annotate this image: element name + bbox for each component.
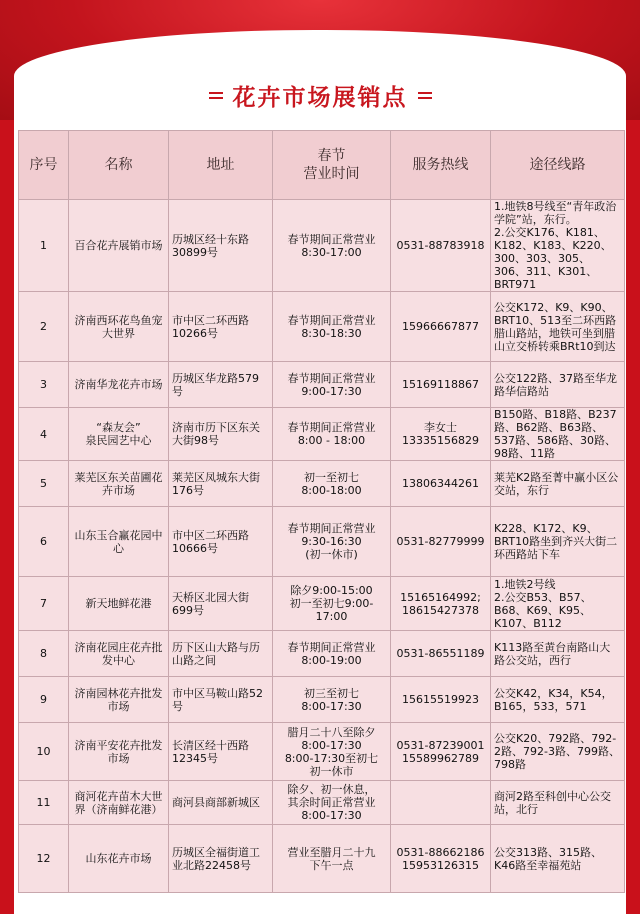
cell-phone: 李女士 13335156829 (391, 408, 491, 461)
cell-route: 公交K20、792路、792-2路、792-3路、799路、798路 (491, 723, 625, 781)
cell-phone: 0531-87239001 15589962789 (391, 723, 491, 781)
cell-phone: 0531-82779999 (391, 507, 491, 577)
cell-phone: 0531-86551189 (391, 631, 491, 677)
cell-hours: 春节期间正常营业 8:00 - 18:00 (273, 408, 391, 461)
table-row (19, 825, 625, 893)
cell-hours: 春节期间正常营业 8:30-17:00 (273, 200, 391, 292)
cell-name: 百合花卉展销市场 (69, 200, 169, 292)
cell-route: 商河2路至科创中心公交站，北行 (491, 781, 625, 825)
cell-address: 历城区全福街道工业北路22458号 (169, 825, 273, 893)
cell-no: 1 (19, 200, 69, 292)
cell-no: 9 (19, 677, 69, 723)
cell-address: 市中区二环西路10666号 (169, 507, 273, 577)
market-table (18, 130, 625, 893)
cell-address: 市中区马鞍山路52号 (169, 677, 273, 723)
cell-address: 市中区二环西路10266号 (169, 292, 273, 362)
cell-name: 济南花园庄花卉批发中心 (69, 631, 169, 677)
cell-hours: 春节期间正常营业8:00-19:00 (273, 631, 391, 677)
cell-phone (391, 781, 491, 825)
cell-phone: 15169118867 (391, 362, 491, 408)
cell-name: 济南平安花卉批发市场 (69, 723, 169, 781)
table-row (19, 781, 625, 825)
cell-hours: 春节期间正常营业 8:30-18:30 (273, 292, 391, 362)
cell-phone: 0531-88783918 (391, 200, 491, 292)
cell-hours: 初一至初七 8:00-18:00 (273, 461, 391, 507)
cell-hours: 春节期间正常营业 9:30-16:30 (初一休市) (273, 507, 391, 577)
cell-route: 莱芜K2路至菁中赢小区公交站，东行 (491, 461, 625, 507)
table-header-row (19, 131, 625, 200)
page-title: 花卉市场展销点 (232, 84, 408, 111)
cell-route: 公交122路、37路至华龙路华信路站 (491, 362, 625, 408)
cell-no: 7 (19, 577, 69, 631)
cell-phone: 15165164992; 18615427378 (391, 577, 491, 631)
cell-name: 新天地鲜花港 (69, 577, 169, 631)
cell-address: 历下区山大路与历山路之间 (169, 631, 273, 677)
cell-name: 商河花卉苗木大世界（济南鲜花港） (69, 781, 169, 825)
header-route: 途径线路 (491, 131, 625, 200)
cell-route: B150路、B18路、B237路、B62路、B63路、537路、586路、30路、98路、11路 (491, 408, 625, 461)
cell-no: 2 (19, 292, 69, 362)
cell-name: 山东花卉市场 (69, 825, 169, 893)
cell-no: 10 (19, 723, 69, 781)
title-block (0, 78, 640, 112)
cell-address: 天桥区北园大街699号 (169, 577, 273, 631)
header-address: 地址 (169, 131, 273, 200)
cell-address: 历城区华龙路579号 (169, 362, 273, 408)
cell-no: 5 (19, 461, 69, 507)
cell-name: 济南园林花卉批发市场 (69, 677, 169, 723)
cell-phone: 15615519923 (391, 677, 491, 723)
cell-no: 3 (19, 362, 69, 408)
cell-phone: 0531-88662186 15953126315 (391, 825, 491, 893)
header-name: 名称 (69, 131, 169, 200)
table-row (19, 577, 625, 631)
cell-hours: 春节期间正常营业 9:00-17:30 (273, 362, 391, 408)
cell-hours: 除夕、初一休息， 其余时间正常营业 8:00-17:30 (273, 781, 391, 825)
cell-route: 公交313路、315路、K46路至幸福苑站 (491, 825, 625, 893)
cell-no: 12 (19, 825, 69, 893)
cell-hours: 营业至腊月二十九 下午一点 (273, 825, 391, 893)
title-decoration-left (209, 92, 223, 99)
cell-address: 济南市历下区东关大街98号 (169, 408, 273, 461)
cell-no: 11 (19, 781, 69, 825)
cell-no: 6 (19, 507, 69, 577)
cell-route: 1.地铁2号线 2.公交B53、B57、B68、K69、K95、K107、B112 (491, 577, 625, 631)
cell-name: 山东玉合赢花园中心 (69, 507, 169, 577)
header-hours: 春节 营业时间 (273, 131, 391, 200)
header-phone: 服务热线 (391, 131, 491, 200)
cell-hours: 除夕9:00-15:00 初一至初七9:00-17:00 (273, 577, 391, 631)
header-no: 序号 (19, 131, 69, 200)
cell-hours: 腊月二十八至除夕 8:00-17:30 8:00-17:30至初七 初一休市 (273, 723, 391, 781)
table-row (19, 200, 625, 292)
cell-no: 4 (19, 408, 69, 461)
title-decoration-right (418, 92, 432, 99)
cell-address: 商河县商部新城区 (169, 781, 273, 825)
cell-phone: 15966667877 (391, 292, 491, 362)
cell-route: 1.地铁8号线至“青年政治学院”站，东行。 2.公交K176、K181、K182、K183、K220、300、303、305、306、311、K301、BRT971 (491, 200, 625, 292)
table-row (19, 723, 625, 781)
cell-name: 济南西环花鸟鱼宠大世界 (69, 292, 169, 362)
table-row (19, 507, 625, 577)
cell-name: 莱芜区东关苗圃花卉市场 (69, 461, 169, 507)
cell-phone: 13806344261 (391, 461, 491, 507)
table-row (19, 631, 625, 677)
cell-hours: 初三至初七 8:00-17:30 (273, 677, 391, 723)
cell-name: 济南华龙花卉市场 (69, 362, 169, 408)
cell-route: K228、K172、K9、BRT10路坐到齐兴大街二环西路站下车 (491, 507, 625, 577)
table-row (19, 362, 625, 408)
cell-name: “森友会” 泉民园艺中心 (69, 408, 169, 461)
cell-route: 公交K172、K9、K90、BRT10、513至二环西路腊山路站，地铁可坐到腊山立交桥转乘BRt10到达 (491, 292, 625, 362)
cell-route: 公交K42，K34，K54，B165，533，571 (491, 677, 625, 723)
cell-route: K113路至黄台南路山大路公交站，西行 (491, 631, 625, 677)
table-row (19, 408, 625, 461)
table-row (19, 677, 625, 723)
cell-address: 长清区经十西路12345号 (169, 723, 273, 781)
table-row (19, 461, 625, 507)
cell-no: 8 (19, 631, 69, 677)
table-row (19, 292, 625, 362)
cell-address: 莱芜区凤城东大街176号 (169, 461, 273, 507)
cell-address: 历城区经十东路30899号 (169, 200, 273, 292)
